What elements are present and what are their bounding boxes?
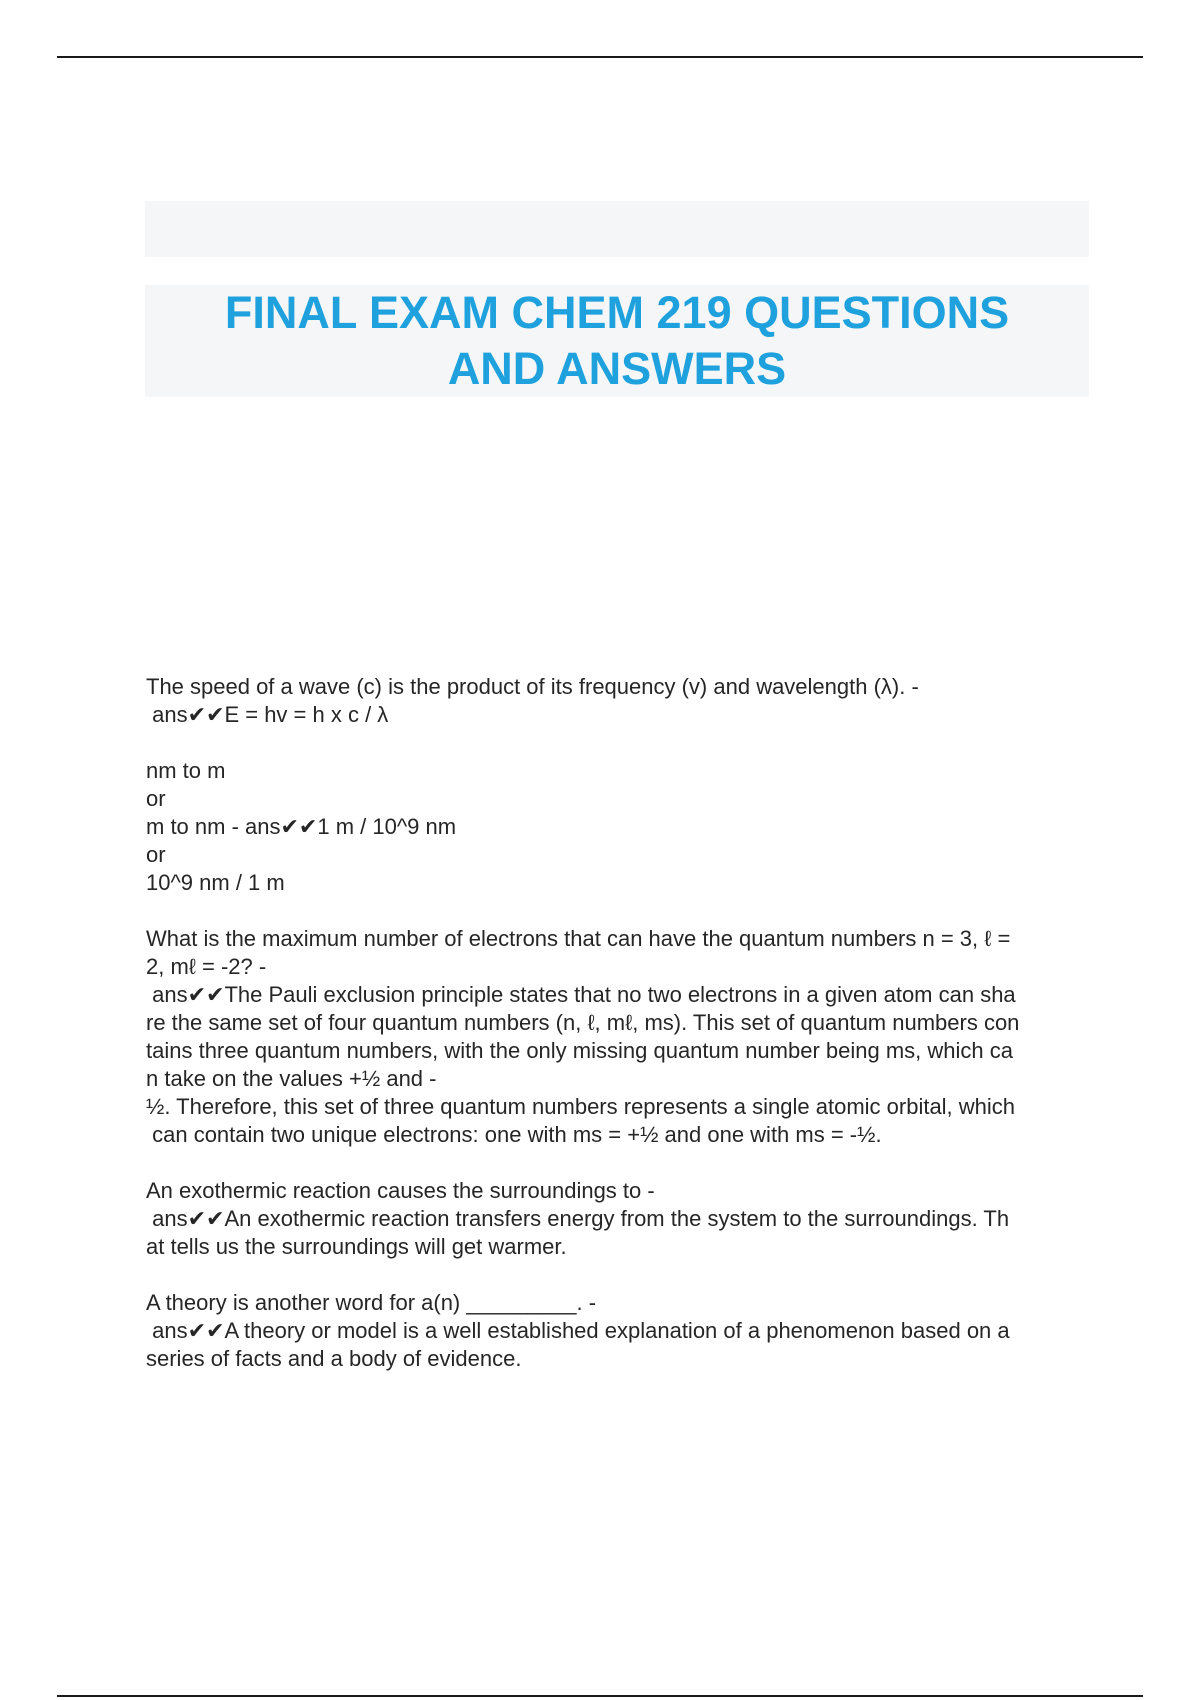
qa-line: What is the maximum number of electrons that can have the quantum numbers n = 3, ℓ = <box>146 926 1011 951</box>
qa-line: can contain two unique electrons: one with ms = +½ and one with ms = -½. <box>146 1122 882 1147</box>
qa-item <box>146 757 1092 897</box>
qa-line: n take on the values +½ and - <box>146 1066 437 1091</box>
qa-line: re the same set of four quantum numbers (n, ℓ, mℓ, ms). This set of quantum numbers con <box>146 1010 1020 1035</box>
bottom-rule <box>57 1695 1143 1697</box>
title-box <box>145 285 1089 397</box>
qa-line: or <box>146 786 166 811</box>
qa-line: 10^9 nm / 1 m <box>146 870 285 895</box>
qa-line: m to nm - ans✔✔1 m / 10^9 nm <box>146 814 457 839</box>
qa-item <box>146 925 1092 1149</box>
qa-line: tains three quantum numbers, with the only missing quantum number being ms, which ca <box>146 1038 1013 1063</box>
qa-item <box>146 1289 1092 1373</box>
qa-line: A theory is another word for a(n) _________. - <box>146 1290 597 1315</box>
qa-line: ans✔✔A theory or model is a well established explanation of a phenomenon based on a <box>146 1318 1010 1343</box>
qa-line: at tells us the surroundings will get warmer. <box>146 1234 567 1259</box>
title-line-1: FINAL EXAM CHEM 219 QUESTIONS <box>224 287 1010 338</box>
document-title <box>225 285 1009 397</box>
header-band <box>145 201 1089 257</box>
qa-item <box>146 673 1092 729</box>
qa-line: or <box>146 842 166 867</box>
qa-item <box>146 1177 1092 1261</box>
qa-content <box>146 673 1092 1401</box>
title-line-2: AND ANSWERS <box>447 343 787 394</box>
qa-line: The speed of a wave (c) is the product of its frequency (v) and wavelength (λ). - <box>146 674 919 699</box>
qa-line: ans✔✔E = hv = h x c / λ <box>146 702 389 727</box>
qa-line: An exothermic reaction causes the surroundings to - <box>146 1178 655 1203</box>
qa-line: ans✔✔An exothermic reaction transfers energy from the system to the surroundings. Th <box>146 1206 1010 1231</box>
qa-line: 2, mℓ = -2? - <box>146 954 267 979</box>
qa-line: series of facts and a body of evidence. <box>146 1346 522 1371</box>
qa-line: nm to m <box>146 758 226 783</box>
qa-line: ½. Therefore, this set of three quantum numbers represents a single atomic orbital, which <box>146 1094 1016 1119</box>
qa-line: ans✔✔The Pauli exclusion principle states that no two electrons in a given atom can sha <box>146 982 1016 1007</box>
top-rule <box>57 56 1143 58</box>
